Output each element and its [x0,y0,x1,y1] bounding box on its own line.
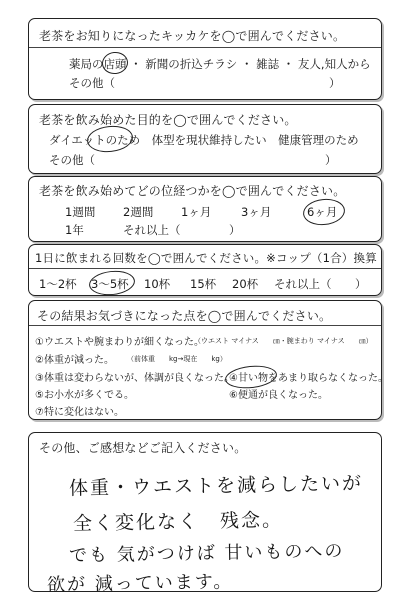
duration-opt-1w: 1週間 [65,205,96,219]
duration-question: 老茶を飲み始めてどの位経つかを◯で囲んでください。 [39,184,346,198]
duration-opt-1y: 1年 [65,223,84,237]
discovery-other-label: その他（ [69,76,115,90]
results-item-1: ①ウエストや腕まわりが細くなった。 [35,337,204,348]
results-item-2: ②体重が減った。 [35,355,114,366]
handwritten-line-1: 体重・ウエストを減らしたいが [68,472,364,500]
comments-question: その他、ご感想などご記入ください。 [39,441,247,455]
section-duration [28,176,382,242]
duration-opt-2w: 2週間 [123,205,154,219]
frequency-question: 1日に飲まれる回数を◯で囲んでください。※コップ（1合）換算 [35,251,377,265]
results-item-7: ⑦特に変化はない。 [35,407,124,418]
discovery-question: 老茶をお知りになったキッカケを◯で囲んでください。 [39,29,346,43]
divider [29,325,381,326]
frequency-opt-2: 3〜5杯 [91,277,129,291]
handwritten-line-2: 全く変化なく 残念。 [72,509,284,535]
results-item-4: ④甘い物をあまり取らなくなった。 [229,373,388,384]
answer-circle [86,124,134,155]
handwritten-line-4: 欲が 減っています。 [46,571,234,596]
purpose-other-close: ） [325,153,337,167]
frequency-opt-5: 20杯 [232,277,259,291]
answer-circle [302,197,346,227]
purpose-options-line1: ダイエットのため 体型を現状維持したい 健康管理のため [49,133,359,147]
section-purpose [28,104,382,174]
purpose-other-label: その他（ [49,153,95,167]
handwritten-line-3: でも 気がつけば 甘いものへの [68,540,345,567]
divider [29,268,381,269]
section-frequency [28,244,382,296]
divider [29,47,381,48]
results-item-1-note: （ウエスト マイナス ㎝・腕まわり マイナス ㎝） [194,337,373,345]
duration-opt-more: それ以上（ [123,223,181,237]
answer-circle [88,269,136,298]
discovery-options-line1: 薬局の店頭 ・ 新聞の折込チラシ ・ 雑誌 ・ 友人,知人から [69,57,371,71]
duration-opt-6m: 6ヶ月 [307,205,338,219]
duration-opt-more-close: ） [229,223,241,237]
results-question: その結果お気づきになった点を◯で囲んでください。 [37,309,332,323]
results-item-2-note: （前体重 kg→現在 kg） [127,355,227,363]
results-item-5: ⑤お小水が多くでる。 [35,390,134,401]
frequency-opt-more: それ以上（ [274,277,332,291]
frequency-opt-4: 15杯 [190,277,217,291]
frequency-opt-3: 10杯 [144,277,171,291]
results-item-3: ③体重は変わらないが、体調が良くなった。 [35,373,234,384]
section-comments [28,432,382,596]
section-results [28,300,388,420]
duration-opt-3m: 3ヶ月 [241,205,272,219]
purpose-question: 老茶を飲み始めた目的を◯で囲んでください。 [39,113,297,127]
results-item-6: ⑥便通が良くなった。 [229,390,328,401]
section-discovery [28,18,382,100]
frequency-opt-1: 1〜2杯 [39,277,77,291]
frequency-opt-more-close: ） [355,277,367,291]
duration-opt-1m: 1ヶ月 [181,205,212,219]
discovery-other-close: ） [329,76,341,90]
